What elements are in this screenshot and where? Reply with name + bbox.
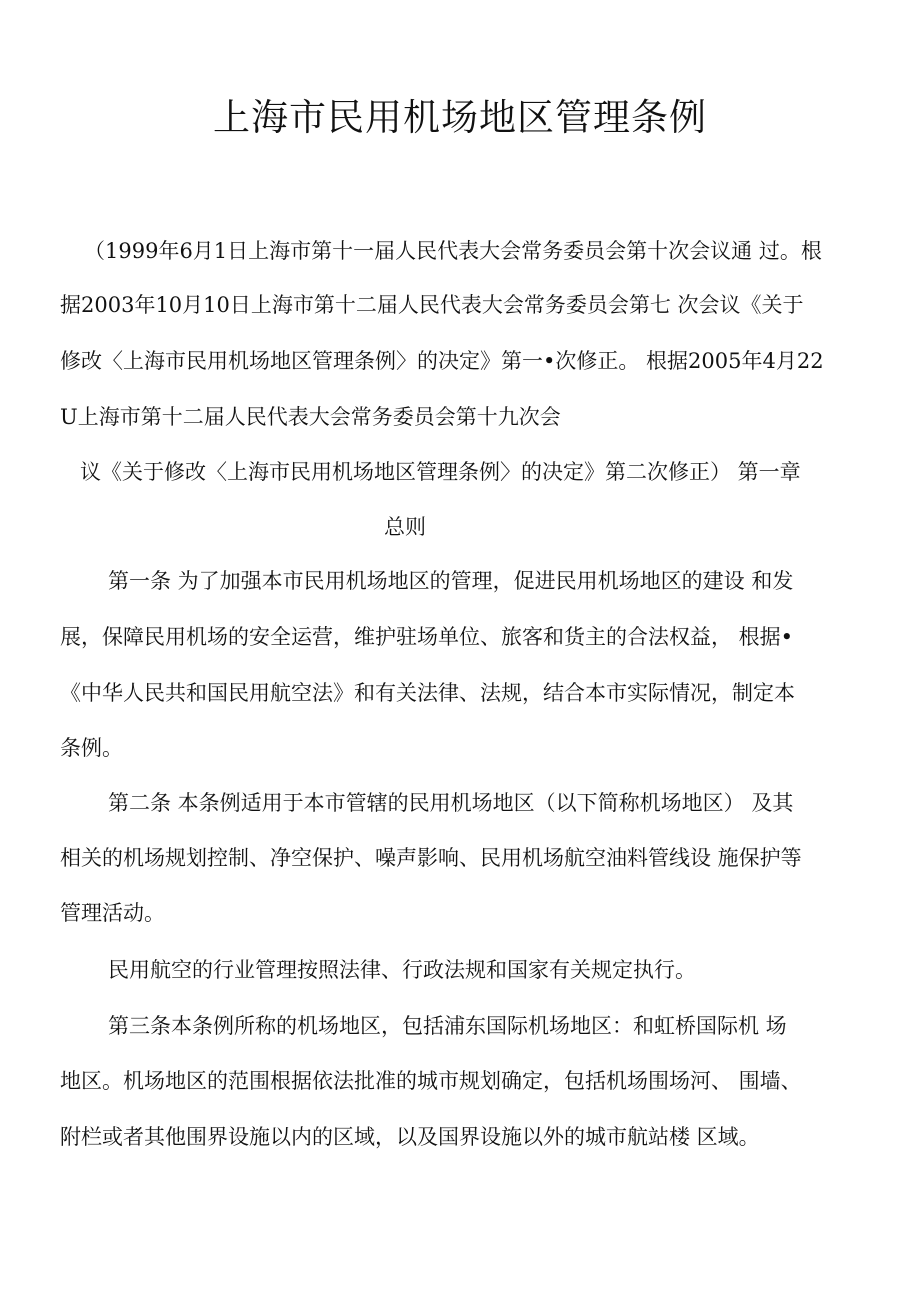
preamble-line-1: （1999年6月1日上海市第十一届人民代表大会常务委员会第十次会议通 过。根 bbox=[84, 239, 822, 263]
article-3-line-1: 第三条本条例所称的机场地区，包括浦东国际机场地区：和虹桥国际机 场 bbox=[108, 1014, 787, 1038]
article-1-line-2: 展，保障民用机场的安全运营，维护驻场单位、旅客和货主的合法权益， 根据• bbox=[60, 625, 794, 649]
document-title: 上海市民用机场地区管理条例 bbox=[213, 96, 707, 139]
article-2-line-1: 第二条 本条例适用于本市管辖的民用机场地区（以下简称机场地区） 及其 bbox=[108, 791, 794, 815]
article-2-line-3: 管理活动。 bbox=[60, 901, 165, 925]
article-2-paragraph-2: 民用航空的行业管理按照法律、行政法规和国家有关规定执行。 bbox=[108, 958, 696, 982]
article-1-line-4: 条例。 bbox=[60, 736, 123, 760]
preamble-line-5: 议《关于修改〈上海市民用机场地区管理条例〉的决定》第二次修正） 第一章 bbox=[80, 460, 801, 484]
section-heading: 总则 bbox=[384, 515, 426, 539]
article-2-line-2: 相关的机场规划控制、净空保护、噪声影响、民用机场航空油料管线设 施保护等 bbox=[60, 846, 802, 870]
preamble-line-2: 据2003年10月10日上海市第十二届人民代表大会常务委员会第七 次会议《关于 bbox=[60, 293, 804, 317]
preamble-line-4: U上海市第十二届人民代表大会常务委员会第十九次会 bbox=[60, 405, 561, 429]
article-3-line-2: 地区。机场地区的范围根据依法批准的城市规划确定，包括机场围场河、 围墙、 bbox=[60, 1069, 802, 1093]
article-1-line-1: 第一条 为了加强本市民用机场地区的管理，促进民用机场地区的建设 和发 bbox=[108, 569, 794, 593]
article-3-line-3: 附栏或者其他围界设施以内的区域，以及国界设施以外的城市航站楼 区域。 bbox=[60, 1125, 760, 1149]
article-1-line-3: 《中华人民共和国民用航空法》和有关法律、法规，结合本市实际情况，制定本 bbox=[60, 681, 795, 705]
preamble-line-3: 修改〈上海市民用机场地区管理条例〉的决定》第一•次修正。 根据2005年4月22 bbox=[60, 349, 824, 373]
